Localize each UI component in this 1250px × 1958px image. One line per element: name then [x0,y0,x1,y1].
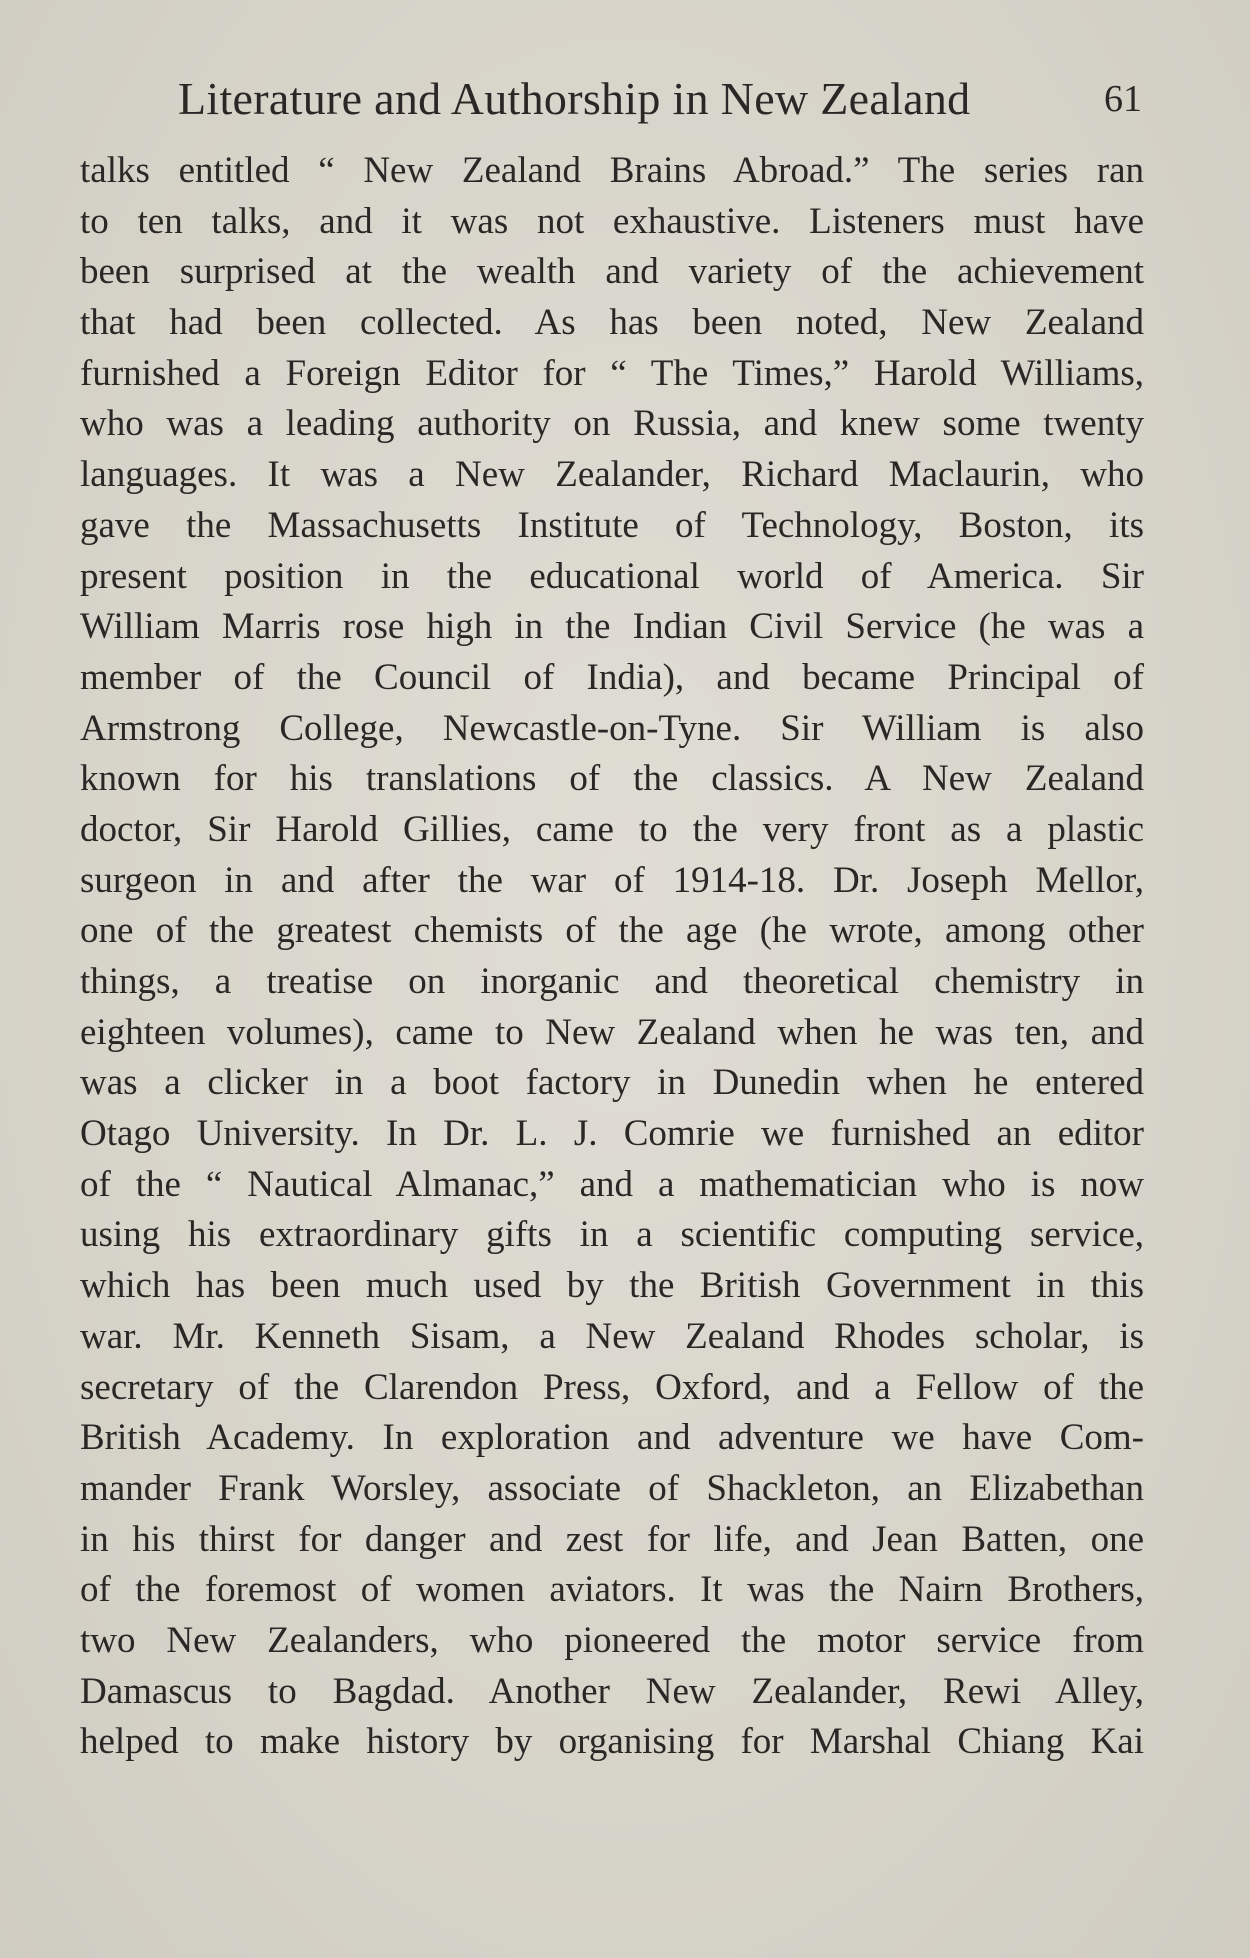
text-line: British Academy. In exploration and adventure we have Com- [80,1417,1144,1459]
text-line: helped to make history by organising for Marshal Chiang Kai [80,1721,1144,1763]
text-line: Damascus to Bagdad. Another New Zealander, Rewi Alley, [80,1670,1144,1712]
text-line: surgeon in and after the war of 1914-18. Dr. Joseph Mellor, [80,859,1144,901]
body-text [80,146,1144,1768]
text-line: of the foremost of women aviators. It was the Nairn Brothers, [80,1569,1144,1611]
text-line: Armstrong College, Newcastle-on-Tyne. Sir William is also [80,707,1144,749]
text-line: to ten talks, and it was not exhaustive. Listeners must have [80,200,1144,242]
text-line: which has been much used by the British Government in this [80,1265,1144,1307]
text-line: that had been collected. As has been noted, New Zealand [80,302,1144,344]
text-line: using his extraordinary gifts in a scientific computing service, [80,1214,1144,1256]
text-line: who was a leading authority on Russia, and knew some twenty [80,403,1144,445]
text-line: gave the Massachusetts Institute of Technology, Boston, its [80,504,1144,546]
text-line: in his thirst for danger and zest for life, and Jean Batten, one [80,1518,1144,1560]
text-line: languages. It was a New Zealander, Richard Maclaurin, who [80,454,1144,496]
text-line: one of the greatest chemists of the age (he wrote, among other [80,910,1144,952]
page-title: Literature and Authorship in New Zealand [178,73,971,124]
text-line: mander Frank Worsley, associate of Shackleton, an Elizabethan [80,1467,1144,1509]
text-line: known for his translations of the classics. A New Zealand [80,758,1144,800]
text-line: furnished a Foreign Editor for “ The Times,” Harold Williams, [80,352,1144,394]
text-line: war. Mr. Kenneth Sisam, a New Zealand Rhodes scholar, is [80,1315,1144,1357]
text-line: talks entitled “ New Zealand Brains Abroad.” The series ran [80,150,1144,191]
text-line: eighteen volumes), came to New Zealand when he was ten, and [80,1011,1144,1053]
text-line: present position in the educational world of America. Sir [80,555,1144,597]
text-line: William Marris rose high in the Indian Civil Service (he was a [80,606,1144,648]
text-line: Otago University. In Dr. L. J. Comrie we furnished an editor [80,1113,1144,1155]
running-head [80,64,1142,134]
page-number: 61 [1104,78,1142,120]
text-line: things, a treatise on inorganic and theoretical chemistry in [80,961,1144,1002]
text-line: secretary of the Clarendon Press, Oxford, and a Fellow of the [80,1366,1144,1408]
text-line: of the “ Nautical Almanac,” and a mathematician who is now [80,1163,1144,1205]
text-line: doctor, Sir Harold Gillies, came to the very front as a plastic [80,808,1144,850]
text-line: member of the Council of India), and became Principal of [80,656,1144,698]
text-line: been surprised at the wealth and variety of the achievement [80,251,1144,293]
text-line: was a clicker in a boot factory in Dunedin when he entered [80,1062,1144,1104]
text-line: two New Zealanders, who pioneered the motor service from [80,1619,1144,1661]
